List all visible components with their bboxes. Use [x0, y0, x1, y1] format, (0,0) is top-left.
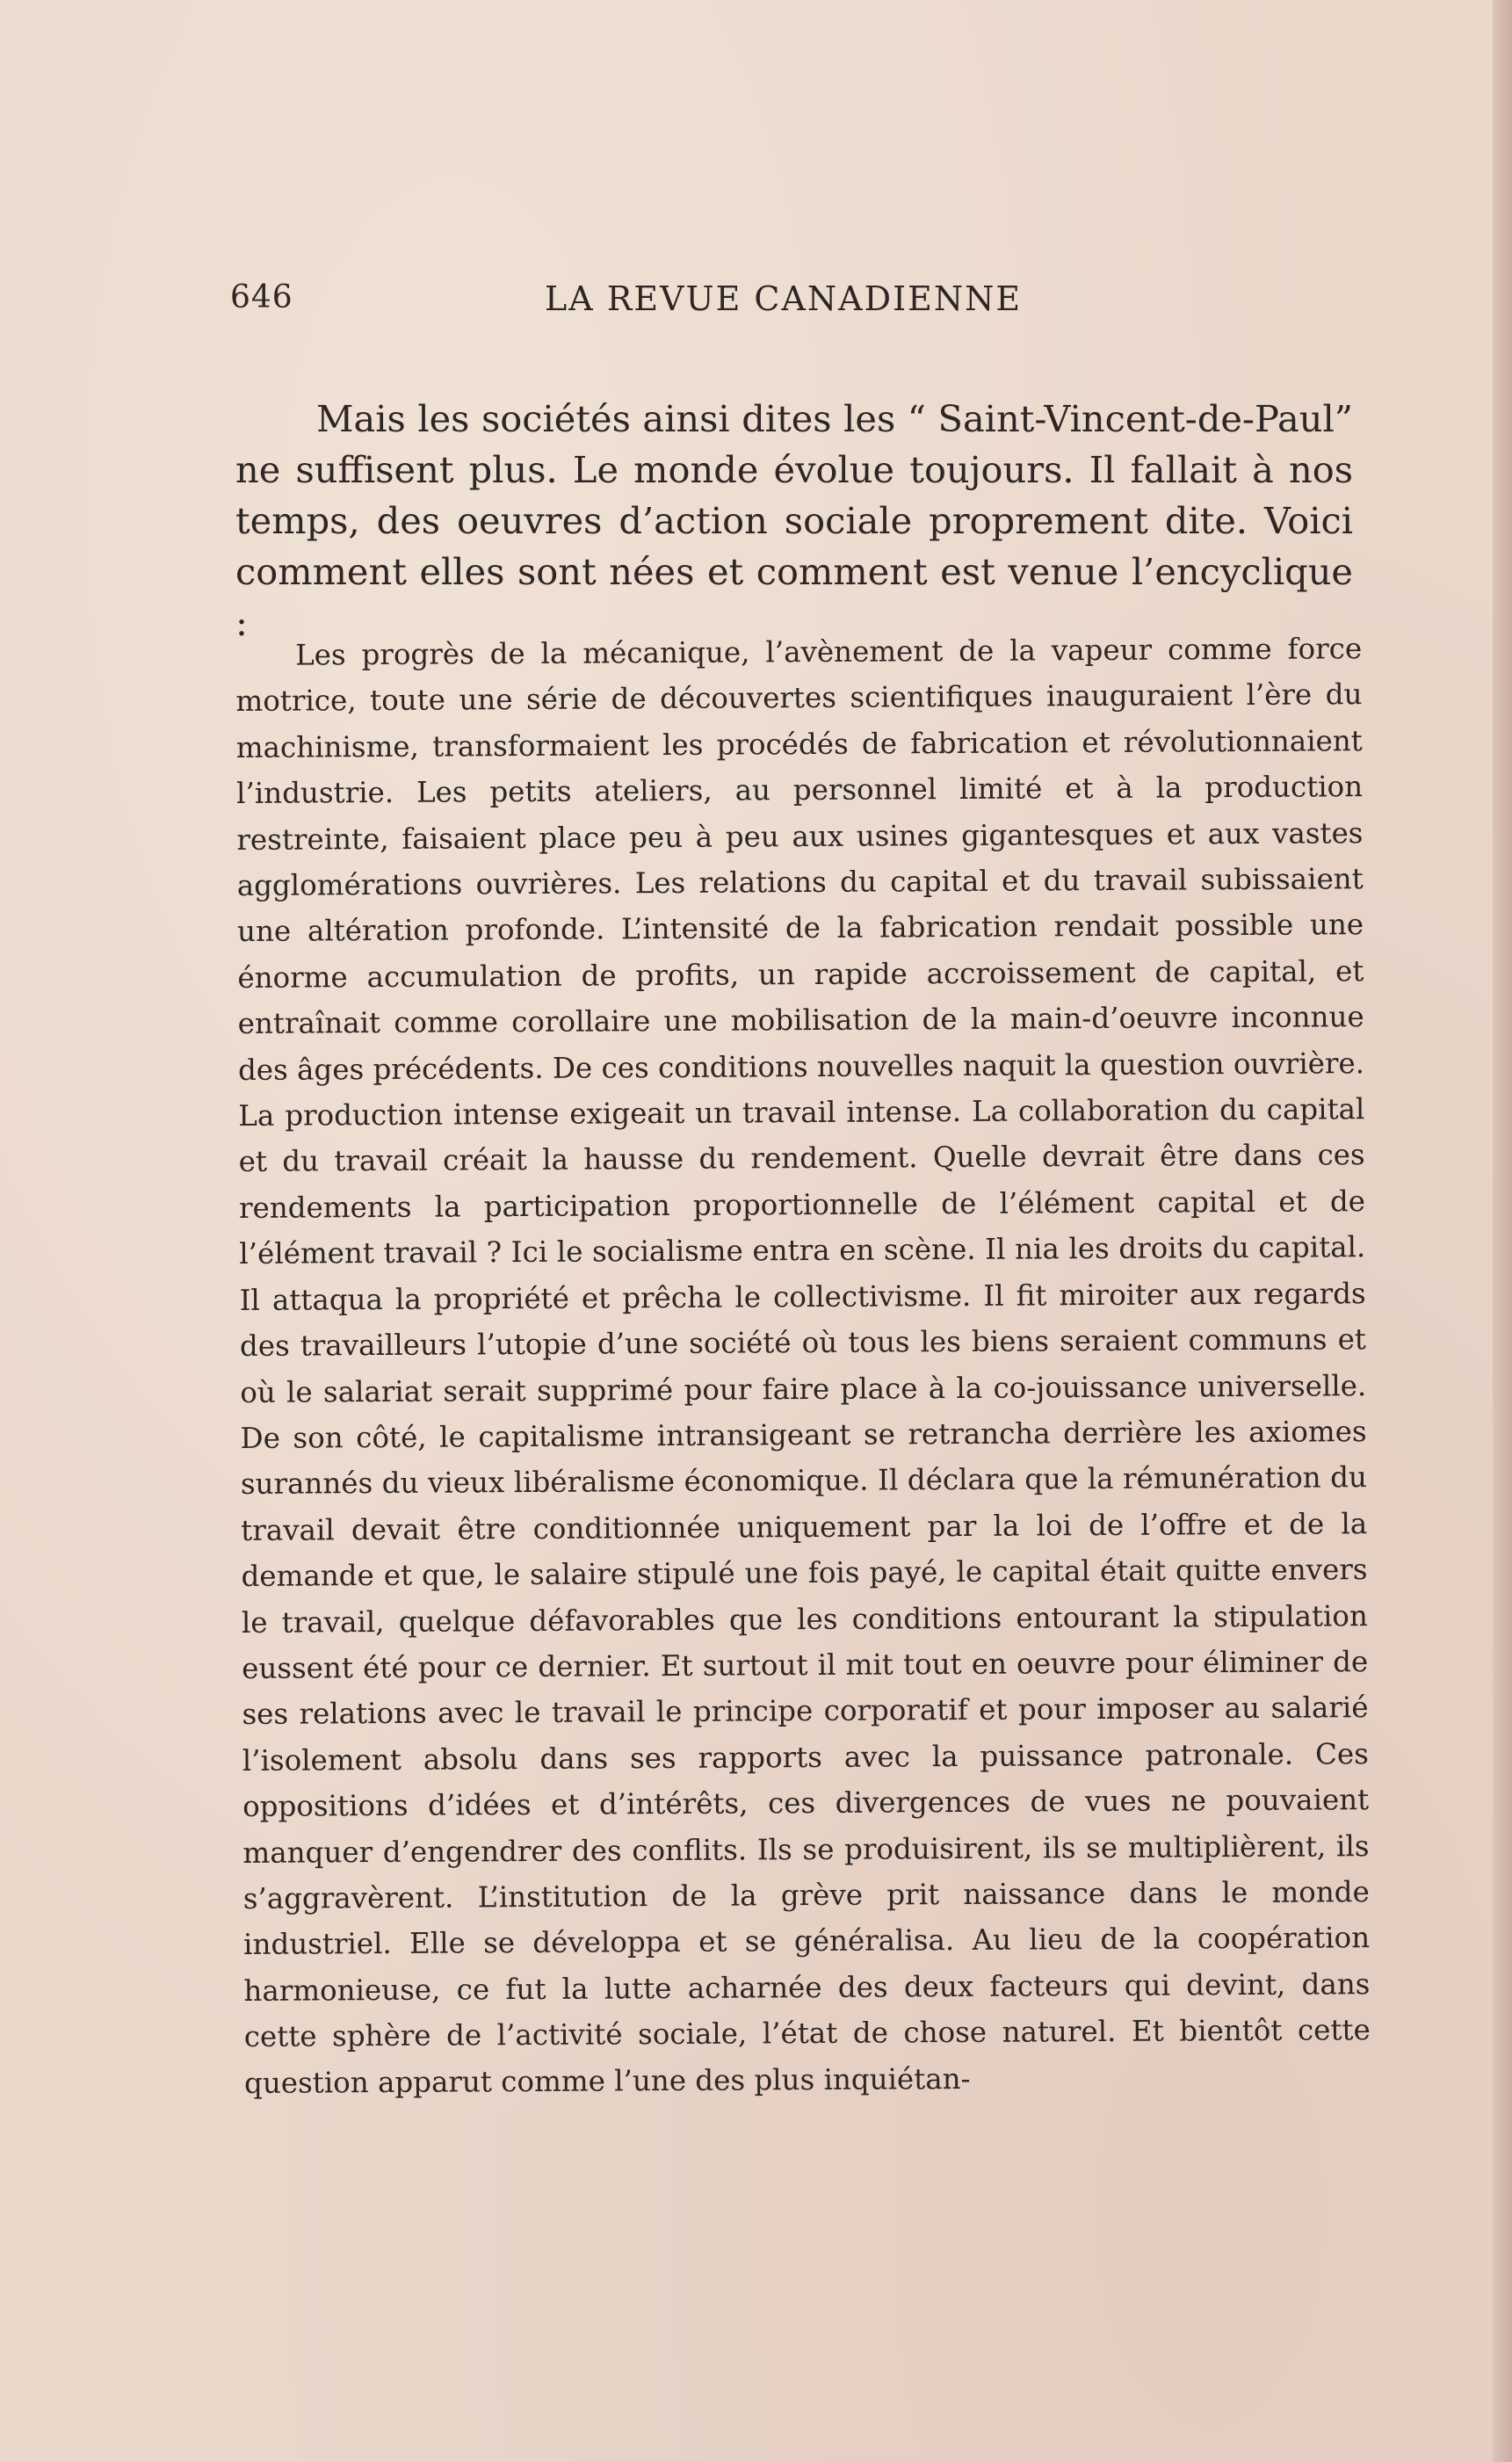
page-edge [1493, 0, 1512, 2462]
page-header [230, 279, 1355, 332]
quoted-paragraph: Les progrès de la mécanique, l’avènement de la vapeur comme force motrice, toute une série de découvertes scientifiques inauguraient l’ère du machinisme, transformaient les procédés de fabrication et révolutionnaient l’industrie. Les petits ateliers, au personnel limité et à la production restreinte, faisaient place peu à peu aux usines gigantesques et aux vastes agglomérations ouvrières. Les relations du capital et du travail subissaient une altération profonde. L’intensité de la fabrication rendait possible une énorme accumulation de profits, un rapide accroissement de capital, et entraînait comme corollaire une mobilisation de la main-d’oeuvre inconnue des âges précédents. De ces conditions nouvelles naquit la question ouvrière. La production intense exigeait un travail intense. La collaboration du capital et du travail créait la hausse du rendement. Quelle devrait être dans ces rendements la participation proportionnelle de l’élément capital et de l’élément travail ? Ici le socialisme entra en scène. Il nia les droits du capital. Il attaqua la propriété et prêcha le collectivisme. Il fit miroiter aux regards des travailleurs l’utopie d’une société où tous les biens seraient communs et où le salariat serait supprimé pour faire place à la co-jouissance universelle. De son côté, le capitalisme intransigeant se retrancha derrière les axiomes surannés du vieux libéralisme économique. Il déclara que la rémunération du travail devait être conditionnée uniquement par la loi de l’offre et de la demande et que, le salaire stipulé une fois payé, le capital était quitte envers le travail, quelque défavorables que les conditions entourant la stipulation eussent été pour ce dernier. Et surtout il mit tout en oeuvre pour éliminer de ses relations avec le travail le principe corporatif et pour imposer au salarié l’isolement absolu dans ses rapports avec la puissance patronale. Ces oppositions d’idées et d’intérêts, ces divergences de vues ne pouvaient manquer d’engendrer des conflits. Ils se produisirent, ils se multiplièrent, ils s’aggravèrent. L’institution de la grève prit naissance dans le monde industriel. Elle se développa et se généralisa. Au lieu de la coopération harmonieuse, ce fut la lutte acharnée des deux facteurs qui devint, dans cette sphère de l’activité sociale, l’état de chose naturel. Et bientôt cette question apparut comme l’une des plus inquiétan- [235, 632, 1371, 2100]
running-title: LA REVUE CANADIENNE [545, 279, 1023, 318]
page-number: 646 [230, 279, 293, 315]
intro-paragraph: Mais les sociétés ainsi dites les “ Saint-Vincent-de-Paul” ne suffisent plus. Le monde évolue toujours. Il fallait à nos temps, des oeuvres d’action sociale proprement dite. Voici comment elles sont nées et comment est venue l’encyclique : [235, 397, 1353, 644]
